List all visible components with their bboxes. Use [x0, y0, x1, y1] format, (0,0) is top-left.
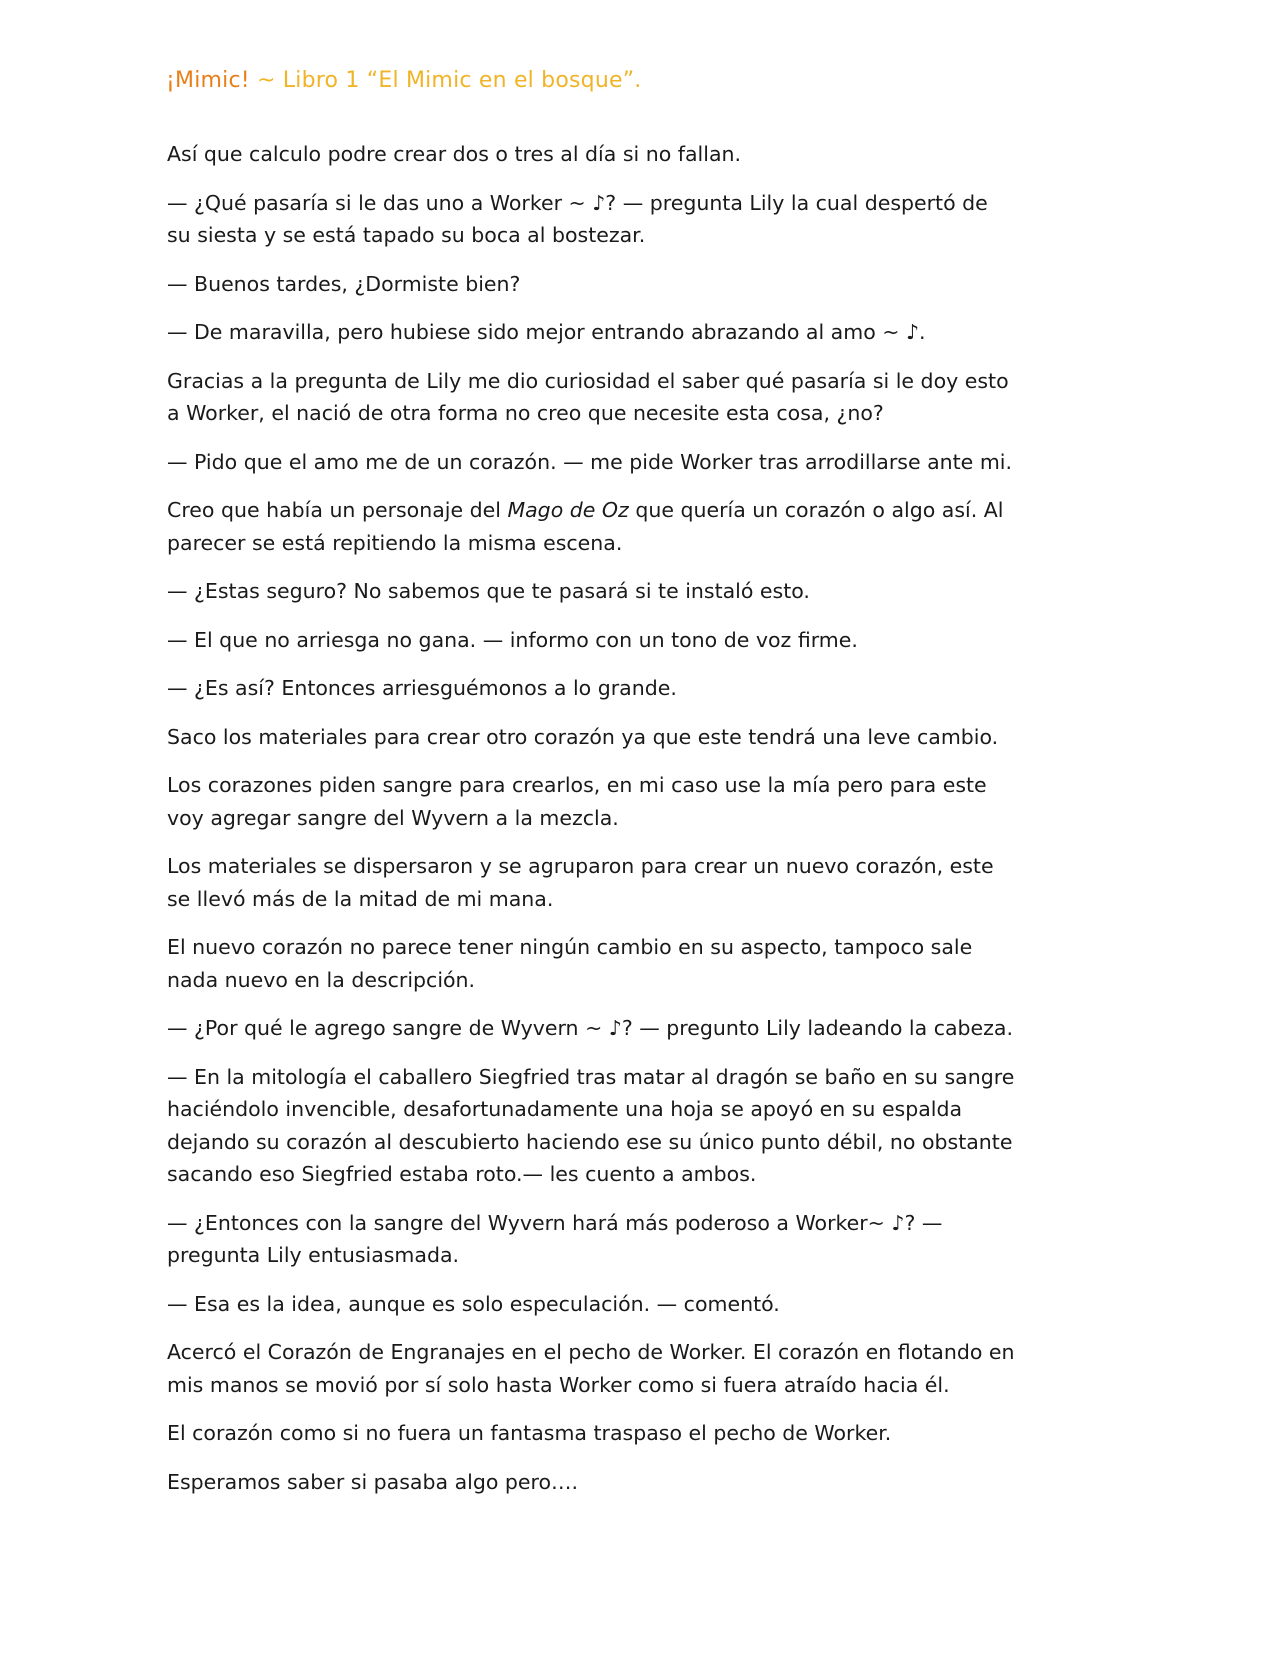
page-header [166, 68, 642, 93]
paragraph: — ¿Estas seguro? No sabemos que te pasará si te instaló esto. [167, 579, 810, 603]
paragraph: Así que calculo podre crear dos o tres al día si no fallan. [167, 142, 742, 166]
paragraph [167, 494, 1017, 559]
paragraph: El corazón como si no fuera un fantasma traspaso el pecho de Worker. [167, 1421, 892, 1445]
document-body [167, 138, 1017, 1514]
paragraph: — El que no arriesga no gana. — informo con un tono de voz firme. [167, 627, 858, 652]
paragraph: — De maravilla, pero hubiese sido mejor entrando abrazando al amo ~ ♪. [167, 320, 926, 344]
paragraph: Saco los materiales para crear otro corazón ya que este tendrá una leve cambio. [167, 724, 999, 749]
book-title-italic: Mago de Oz [507, 498, 629, 522]
header-series-title: ¡Mimic! [166, 68, 250, 93]
paragraph: — En la mitología el caballero Siegfried tras matar al dragón se baño en su sangre haciéndolo invencible, desafortunadamente una hoja se apoyó en su espalda dejando su corazón al descubierto haciendo ese su único punto débil, no obstante sacando eso Siegfried estaba roto.— les cuento a ambos. [167, 1064, 1015, 1186]
paragraph: Los corazones piden sangre para crearlos, en mi caso use la mía pero para este voy agregar sangre del Wyvern a la mezcla. [167, 773, 987, 830]
paragraph: Gracias a la pregunta de Lily me dio curiosidad el saber qué pasaría si le doy esto a Worker, el nació de otra forma no creo que necesite esta cosa, ¿no? [167, 368, 1009, 425]
paragraph: — ¿Es así? Entonces arriesguémonos a lo grande. [167, 676, 677, 700]
paragraph: Esperamos saber si pasaba algo pero…. [167, 1469, 579, 1494]
paragraph-text: que quería un corazón o algo así. Al parecer se está repitiendo la misma escena. [167, 498, 1004, 555]
paragraph: Los materiales se dispersaron y se agruparon para crear un nuevo corazón, este se llevó más de la mitad de mi mana. [167, 854, 994, 911]
paragraph: — ¿Por qué le agrego sangre de Wyvern ~ ♪? — pregunto Lily ladeando la cabeza. [167, 1016, 1013, 1040]
paragraph: — ¿Qué pasaría si le das uno a Worker ~ ♪? — pregunta Lily la cual despertó de su siesta y se está tapado su boca al bostezar. [167, 190, 988, 247]
paragraph: — Buenos tardes, ¿Dormiste bien? [167, 271, 521, 296]
paragraph: — Pido que el amo me de un corazón. — me pide Worker tras arrodillarse ante mi. [167, 449, 1012, 474]
paragraph-text: Creo que había un personaje del [167, 498, 508, 522]
paragraph: Acercó el Corazón de Engranajes en el pecho de Worker. El corazón en flotando en mis manos se movió por sí solo hasta Worker como si fuera atraído hacia él. [167, 1340, 1015, 1397]
paragraph: — ¿Entonces con la sangre del Wyvern hará más poderoso a Worker~ ♪? — pregunta Lily entusiasmada. [167, 1210, 943, 1267]
paragraph: El nuevo corazón no parece tener ningún cambio en su aspecto, tampoco sale nada nuevo en la descripción. [167, 935, 973, 992]
header-book-title: ~ Libro 1 “El Mimic en el bosque”. [249, 68, 642, 93]
paragraph: — Esa es la idea, aunque es solo especulación. — comentó. [167, 1291, 780, 1316]
